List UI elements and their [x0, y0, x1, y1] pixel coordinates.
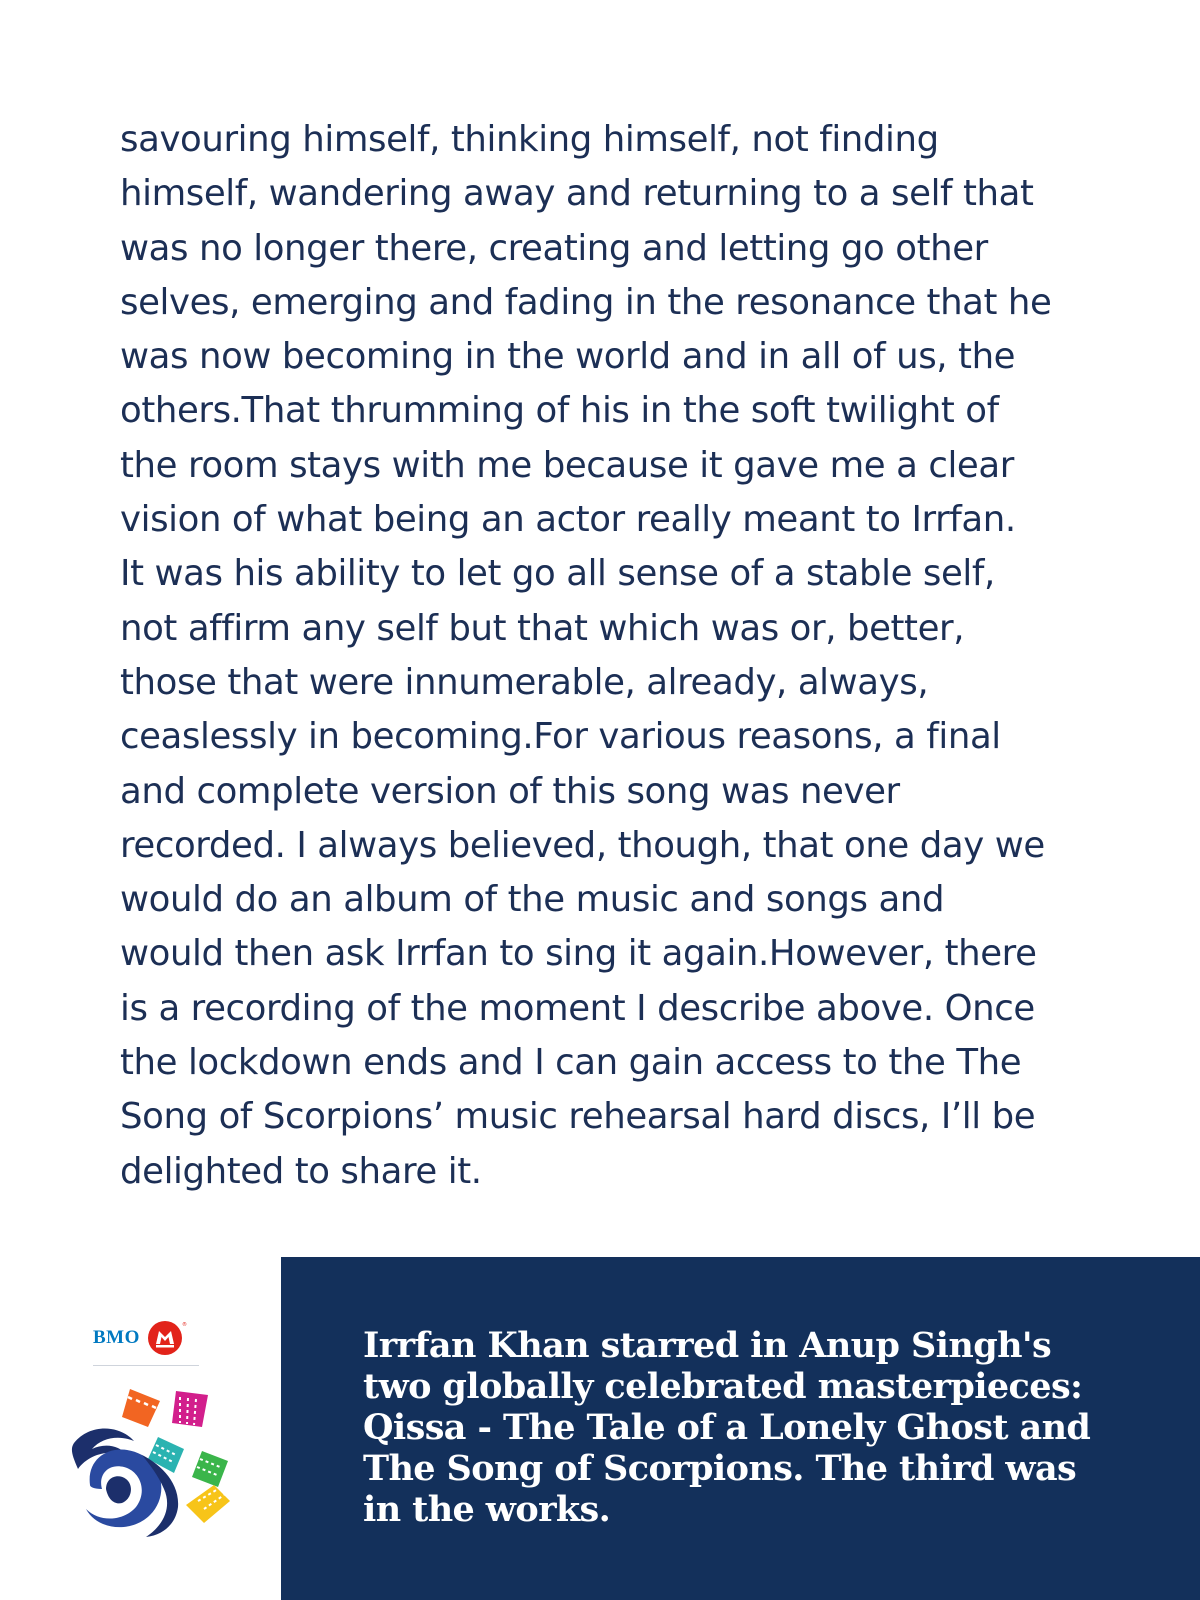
caption-text	[363, 1325, 1163, 1530]
article-line: was now becoming in the world and in all of us, the	[120, 336, 1016, 378]
caption-line: Qissa - The Tale of a Lonely Ghost and	[363, 1407, 1091, 1448]
logo-divider	[93, 1365, 199, 1366]
article-line: the room stays with me because it gave me a clear	[120, 444, 1014, 486]
film-strip-orange	[122, 1389, 160, 1427]
article-line: is a recording of the moment I describe above. Once	[120, 987, 1035, 1029]
article-line: the lockdown ends and I can gain access to the The	[120, 1042, 1022, 1084]
bmo-logo	[93, 1318, 186, 1358]
article-line: would then ask Irrfan to sing it again.However, there	[120, 933, 1037, 975]
article-line: savouring himself, thinking himself, not finding	[120, 119, 939, 160]
article-line: selves, emerging and fading in the resonance that he	[120, 281, 1052, 323]
film-strip-yellow	[186, 1485, 230, 1523]
bmo-roundel-icon	[146, 1318, 186, 1358]
article-line: was no longer there, creating and letting go other	[120, 227, 988, 269]
peacock-film-strip-icon	[68, 1385, 238, 1540]
film-strip-green	[192, 1451, 228, 1487]
article-line: delighted to share it.	[120, 1150, 482, 1192]
caption-line: The Song of Scorpions. The third was	[363, 1448, 1077, 1489]
article-line: Song of Scorpions’ music rehearsal hard discs, I’ll be	[120, 1096, 1036, 1138]
article-body	[120, 113, 1100, 1199]
article-line: would do an album of the music and songs and	[120, 879, 945, 921]
article-line: recorded. I always believed, though, that one day we	[120, 824, 1045, 866]
article-line: himself, wandering away and returning to a self that	[120, 173, 1034, 215]
article-line: those that were innumerable, already, always,	[120, 661, 929, 703]
bmo-wordmark: BMO	[93, 1327, 140, 1348]
caption-line: two globally celebrated masterpieces:	[363, 1366, 1083, 1407]
caption-line: Irrfan Khan starred in Anup Singh's	[363, 1325, 1052, 1366]
article-line: ceaslessly in becoming.For various reasons, a final	[120, 716, 1001, 758]
film-strip-magenta	[172, 1391, 208, 1427]
article-line: not affirm any self but that which was or, better,	[120, 607, 965, 649]
article-line: It was his ability to let go all sense of a stable self,	[120, 553, 995, 595]
caption-line: in the works.	[363, 1489, 611, 1530]
article-line: others.That thrumming of his in the soft twilight of	[120, 390, 999, 432]
article-line: vision of what being an actor really meant to Irrfan.	[120, 499, 1016, 541]
article-line: and complete version of this song was never	[120, 770, 900, 812]
svg-text:®: ®	[181, 1322, 187, 1328]
